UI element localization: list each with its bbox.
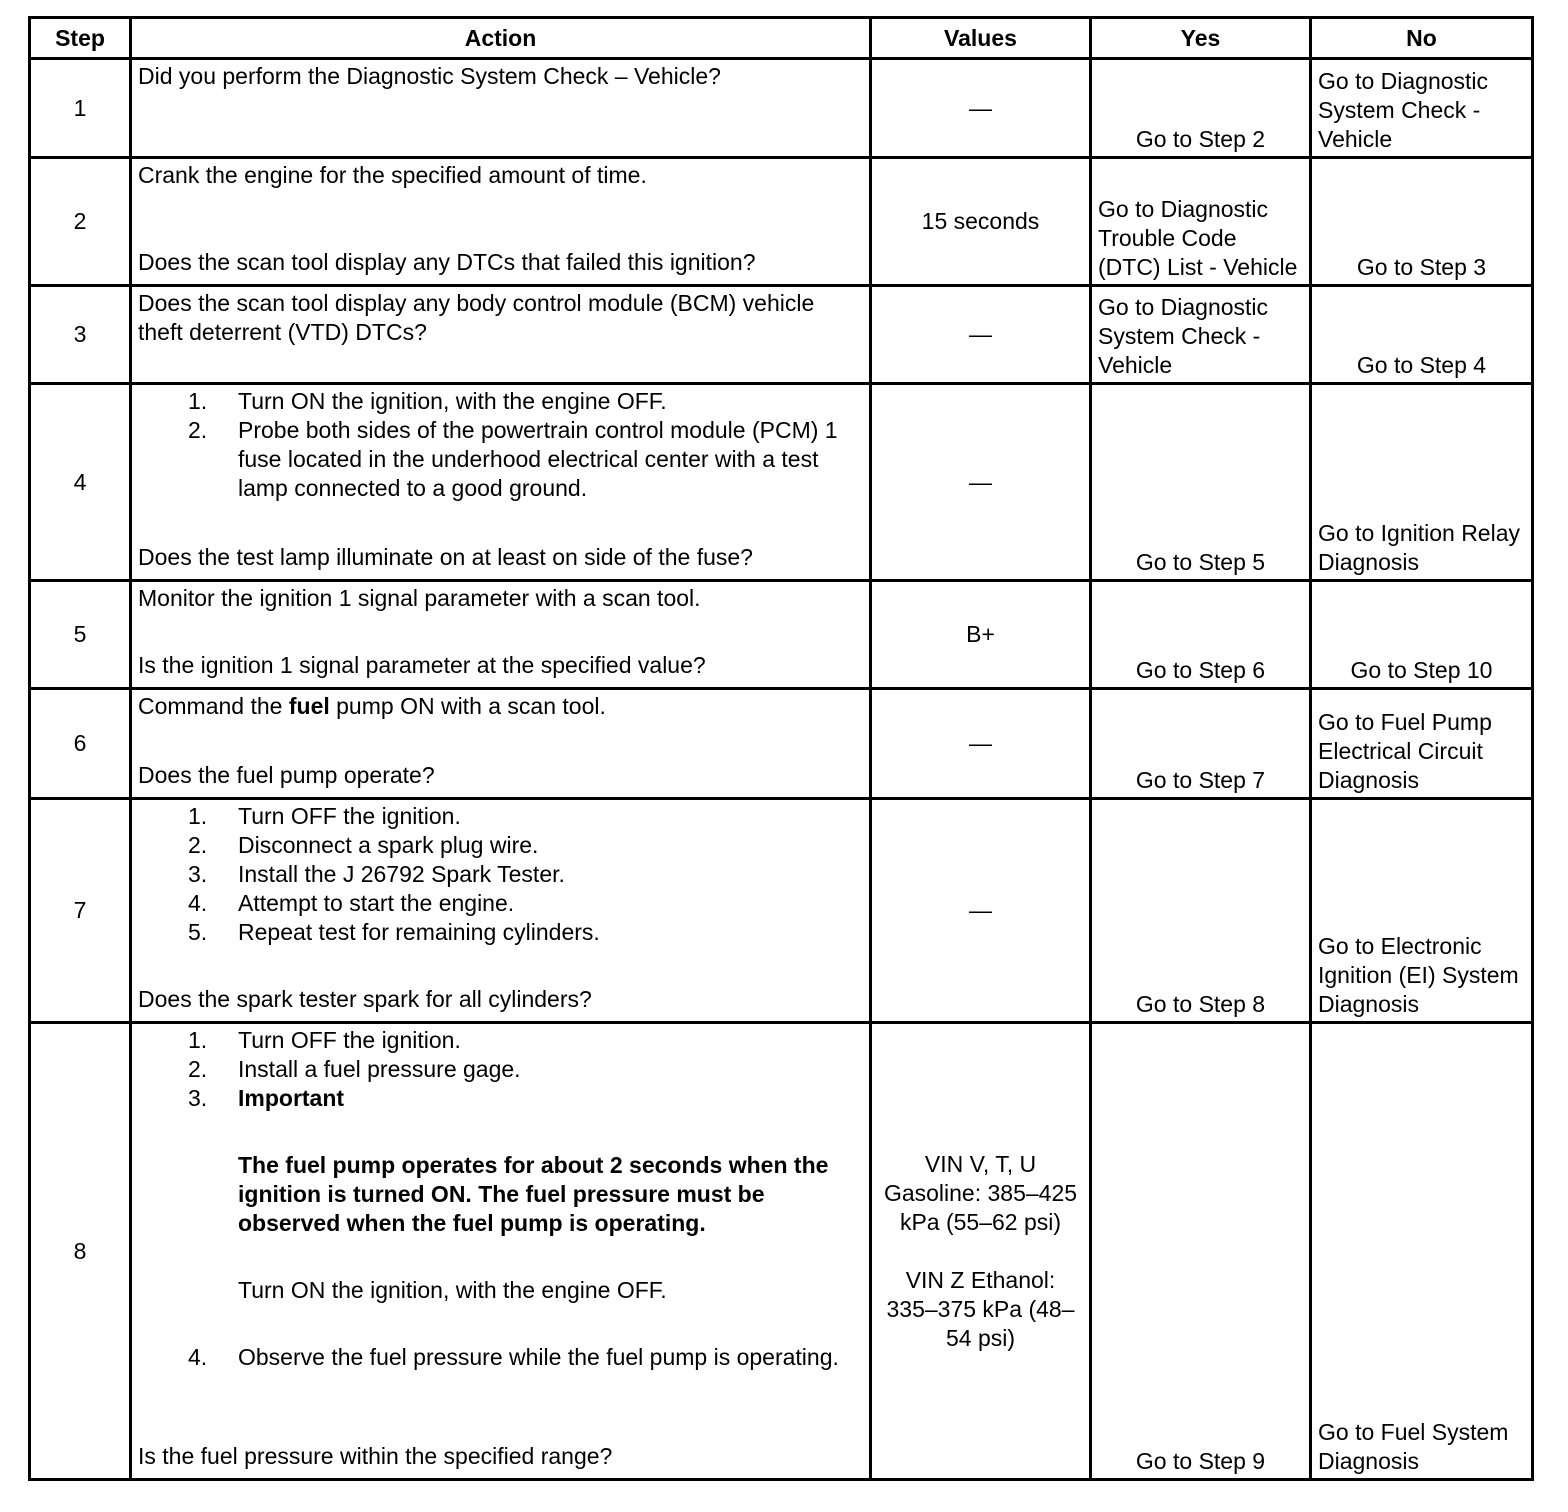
no-cell [1311, 799, 1533, 1023]
table-row [30, 59, 1533, 158]
substep-text: Probe both sides of the powertrain control module (PCM) 1 fuse located in the underhood electrical center with a test lamp connected to a good ground. [238, 417, 838, 501]
yes-link[interactable]: Go to Step 5 [1135, 549, 1266, 575]
action-cell [131, 384, 871, 581]
value-cell: — [871, 689, 1091, 799]
table-row [30, 1023, 1533, 1480]
substep [188, 802, 863, 831]
substep-number: 2. [188, 1056, 208, 1082]
action-cell [131, 581, 871, 689]
substep [188, 860, 863, 889]
substep-number: 1. [188, 803, 208, 829]
no-link[interactable]: Go to Ignition Relay Diagnosis [1318, 520, 1521, 575]
step-number: 8 [30, 1023, 131, 1480]
table-row [30, 286, 1533, 384]
action-text-part: pump ON with a scan tool. [329, 693, 606, 719]
substep [188, 1084, 863, 1113]
yes-cell [1091, 59, 1311, 158]
substep [188, 1343, 863, 1372]
substep-text: Attempt to start the engine. [238, 890, 515, 916]
substep-number: 5. [188, 919, 208, 945]
substep-text: Turn OFF the ignition. [238, 1027, 461, 1053]
action-text-bold: fuel [288, 693, 330, 719]
yes-cell [1091, 286, 1311, 384]
yes-link[interactable]: Go to Diagnostic System Check - Vehicle [1098, 294, 1269, 378]
no-cell [1311, 384, 1533, 581]
table-row [30, 799, 1533, 1023]
action-question: Does the fuel pump operate? [138, 762, 435, 788]
substep-text: Install the J 26792 Spark Tester. [238, 861, 565, 887]
value-cell: 15 seconds [871, 158, 1091, 286]
yes-cell [1091, 158, 1311, 286]
no-cell [1311, 689, 1533, 799]
substep-text: Turn OFF the ignition. [238, 803, 461, 829]
substep-number: 2. [188, 832, 208, 858]
action-text: Monitor the ignition 1 signal parameter with a scan tool. [138, 585, 701, 611]
table-row [30, 689, 1533, 799]
diagnostic-table [28, 16, 1534, 1481]
substep [188, 889, 863, 918]
substep-number: 1. [188, 388, 208, 414]
substep-number: 1. [188, 1027, 208, 1053]
yes-cell [1091, 581, 1311, 689]
substep-number: 3. [188, 1085, 208, 1111]
header-no: No [1311, 18, 1533, 59]
diagnostic-page [28, 16, 1531, 1481]
no-link[interactable]: Go to Step 3 [1356, 254, 1487, 280]
step-number: 2 [30, 158, 131, 286]
yes-link[interactable]: Go to Step 8 [1135, 991, 1266, 1017]
substep [188, 918, 863, 947]
substep [188, 1055, 863, 1084]
action-cell [131, 59, 871, 158]
yes-link[interactable]: Go to Step 6 [1135, 657, 1266, 683]
substep-number: 2. [188, 417, 208, 443]
action-cell [131, 286, 871, 384]
no-cell [1311, 286, 1533, 384]
yes-link[interactable]: Go to Diagnostic Trouble Code (DTC) List - Vehicle [1098, 196, 1298, 280]
value-cell: — [871, 799, 1091, 1023]
action-text: Does the scan tool display any body control module (BCM) vehicle theft deterrent (VTD) DTCs? [138, 290, 815, 345]
header-row [30, 18, 1533, 59]
action-question: Does the test lamp illuminate on at least on side of the fuse? [138, 544, 753, 570]
table-row [30, 158, 1533, 286]
action-cell [131, 158, 871, 286]
table-row [30, 384, 1533, 581]
action-question: Does the scan tool display any DTCs that failed this ignition? [138, 249, 756, 275]
value-cell: — [871, 286, 1091, 384]
action-cell [131, 799, 871, 1023]
yes-cell [1091, 1023, 1311, 1480]
yes-link[interactable]: Go to Step 9 [1135, 1448, 1266, 1474]
yes-link[interactable]: Go to Step 7 [1135, 767, 1266, 793]
yes-cell [1091, 689, 1311, 799]
substep-list [138, 387, 863, 503]
substep [188, 831, 863, 860]
header-values: Values [871, 18, 1091, 59]
no-cell [1311, 581, 1533, 689]
action-text: Did you perform the Diagnostic System Check – Vehicle? [138, 63, 721, 89]
substep-text: Observe the fuel pressure while the fuel pump is operating. [238, 1344, 839, 1370]
action-question: Is the ignition 1 signal parameter at the specified value? [138, 652, 706, 678]
substep-list [138, 802, 863, 947]
no-cell [1311, 59, 1533, 158]
no-link[interactable]: Go to Fuel Pump Electrical Circuit Diagnosis [1318, 709, 1492, 793]
header-yes: Yes [1091, 18, 1311, 59]
substep-text: Install a fuel pressure gage. [238, 1056, 521, 1082]
no-cell [1311, 158, 1533, 286]
no-link[interactable]: Go to Diagnostic System Check - Vehicle [1318, 68, 1489, 152]
important-note: The fuel pump operates for about 2 seconds when the ignition is turned ON. The fuel pressure must be observed when the fuel pump is operating. [238, 1152, 829, 1236]
substep-text: Turn ON the ignition, with the engine OFF. [238, 388, 667, 414]
yes-cell [1091, 384, 1311, 581]
substep-number: 4. [188, 1344, 208, 1370]
substep-number: 4. [188, 890, 208, 916]
value-gasoline: VIN V, T, U Gasoline: 385–425 kPa (55–62 psi) [883, 1150, 1078, 1235]
substep-number: 3. [188, 861, 208, 887]
table-row [30, 581, 1533, 689]
step-number: 3 [30, 286, 131, 384]
no-link[interactable]: Go to Step 4 [1356, 352, 1487, 378]
no-link[interactable]: Go to Electronic Ignition (EI) System Diagnosis [1318, 933, 1519, 1017]
no-link[interactable]: Go to Fuel System Diagnosis [1318, 1419, 1509, 1474]
substep [188, 416, 863, 503]
step-number: 1 [30, 59, 131, 158]
step-number: 4 [30, 384, 131, 581]
substep [188, 1026, 863, 1055]
step-number: 7 [30, 799, 131, 1023]
header-action: Action [131, 18, 871, 59]
action-text-part: Command the [138, 693, 289, 719]
substep [188, 387, 863, 416]
no-cell [1311, 1023, 1533, 1480]
value-cell [871, 1023, 1091, 1480]
value-cell: — [871, 59, 1091, 158]
action-text [138, 692, 863, 721]
substep-list [138, 1026, 863, 1113]
action-question: Does the spark tester spark for all cylinders? [138, 986, 592, 1012]
important-followup: Turn ON the ignition, with the engine OFF. [238, 1277, 667, 1303]
header-step: Step [30, 18, 131, 59]
action-question: Is the fuel pressure within the specified range? [138, 1443, 613, 1469]
substep-list [138, 1343, 863, 1372]
value-cell: — [871, 384, 1091, 581]
value-cell: B+ [871, 581, 1091, 689]
substep-text: Repeat test for remaining cylinders. [238, 919, 600, 945]
step-number: 5 [30, 581, 131, 689]
important-label: Important [238, 1085, 345, 1111]
action-cell [131, 1023, 871, 1480]
yes-cell [1091, 799, 1311, 1023]
action-cell [131, 689, 871, 799]
action-text: Crank the engine for the specified amount of time. [138, 162, 647, 188]
step-number: 6 [30, 689, 131, 799]
no-link[interactable]: Go to Step 10 [1350, 657, 1493, 683]
substep-text: Disconnect a spark plug wire. [238, 832, 539, 858]
value-ethanol: VIN Z Ethanol: 335–375 kPa (48–54 psi) [886, 1266, 1075, 1351]
yes-link[interactable]: Go to Step 2 [1135, 126, 1266, 152]
